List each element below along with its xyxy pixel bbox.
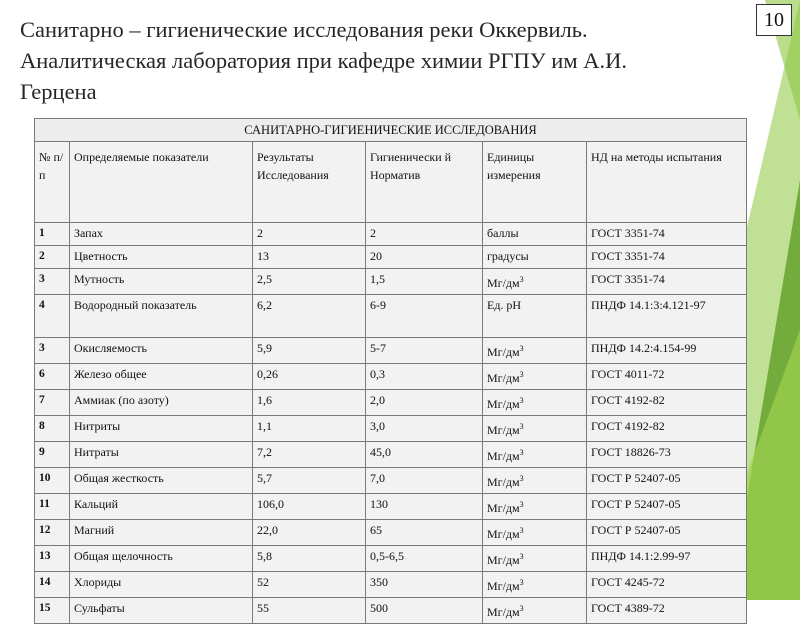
cell-text: Общая жесткость	[74, 471, 164, 485]
table-cell-unit	[483, 572, 587, 598]
table-cell-norm	[366, 520, 483, 546]
cell-text: 45,0	[370, 445, 391, 459]
table-cell-result	[253, 494, 366, 520]
table-cell-result	[253, 442, 366, 468]
table-cell-unit	[483, 295, 587, 338]
table-cell-name	[70, 364, 253, 390]
table-row	[35, 246, 747, 269]
cell-text: Мг/дм	[487, 475, 520, 489]
cell-text: 1,6	[257, 393, 272, 407]
table-cell-method	[587, 572, 747, 598]
table-cell-result	[253, 416, 366, 442]
cell-text: 5,8	[257, 549, 272, 563]
table-cell-norm	[366, 269, 483, 295]
table-cell-num	[35, 390, 70, 416]
table-cell-norm	[366, 390, 483, 416]
table-cell-result	[253, 338, 366, 364]
cell-text: 0,3	[370, 367, 385, 381]
cell-text: 6	[39, 368, 45, 380]
cell-text: Мг/дм	[487, 501, 520, 515]
cell-text: 3,0	[370, 419, 385, 433]
table-cell-method	[587, 416, 747, 442]
cell-text: 15	[39, 602, 51, 614]
table-cell-unit	[483, 338, 587, 364]
table-cell-num	[35, 246, 70, 269]
cell-text: ПНДФ 14.1:3:4.121-97	[591, 298, 706, 312]
table-cell-method	[587, 494, 747, 520]
cell-text: ГОСТ 4389-72	[591, 601, 665, 615]
unit-superscript: 3	[519, 448, 524, 457]
table-cell-method	[587, 223, 747, 246]
table-cell-norm	[366, 246, 483, 269]
table-cell-num	[35, 416, 70, 442]
cell-text: 6,2	[257, 298, 272, 312]
table-cell-name	[70, 520, 253, 546]
cell-text: градусы	[487, 249, 529, 263]
cell-text: 12	[39, 524, 51, 536]
table-cell-norm	[366, 338, 483, 364]
cell-text: 5-7	[370, 341, 386, 355]
table-cell-norm	[366, 546, 483, 572]
cell-text: ГОСТ 4245-72	[591, 575, 665, 589]
table-cell-norm	[366, 572, 483, 598]
table-cell-num	[35, 468, 70, 494]
table-cell-unit	[483, 269, 587, 295]
cell-text: 130	[370, 497, 388, 511]
header-cell: № п/п	[35, 142, 70, 223]
table-cell-name	[70, 468, 253, 494]
table-row	[35, 546, 747, 572]
cell-text: 500	[370, 601, 388, 615]
cell-text: Сульфаты	[74, 601, 125, 615]
slide-title: Санитарно – гигиенические исследования реки Оккервиль. Аналитическая лаборатория при кафедре химии РГПУ им А.И. Герцена	[20, 17, 627, 104]
table-cell-num	[35, 223, 70, 246]
cell-text: 20	[370, 249, 382, 263]
table-row	[35, 223, 747, 246]
header-cell: Результаты Исследования	[253, 142, 366, 223]
table-cell-method	[587, 295, 747, 338]
table-cell-unit	[483, 390, 587, 416]
table-cell-method	[587, 442, 747, 468]
table-cell-method	[587, 390, 747, 416]
cell-text: 2,5	[257, 272, 272, 286]
table-cell-name	[70, 546, 253, 572]
table-cell-num	[35, 572, 70, 598]
cell-text: 9	[39, 446, 45, 458]
unit-superscript: 3	[519, 500, 524, 509]
cell-text: 11	[39, 498, 50, 510]
cell-text: ПНДФ 14.1:2.99-97	[591, 549, 691, 563]
cell-text: Мг/дм	[487, 527, 520, 541]
table-cell-method	[587, 520, 747, 546]
cell-text: 22,0	[257, 523, 278, 537]
cell-text: 1,5	[370, 272, 385, 286]
table-cell-result	[253, 546, 366, 572]
header-cell: Единицы измерения	[483, 142, 587, 223]
cell-text: 4	[39, 299, 45, 311]
table-cell-result	[253, 295, 366, 338]
cell-text: 7,2	[257, 445, 272, 459]
unit-superscript: 3	[519, 604, 524, 613]
table-cell-name	[70, 246, 253, 269]
table-cell-result	[253, 390, 366, 416]
cell-text: 14	[39, 576, 51, 588]
table-cell-num	[35, 546, 70, 572]
table-cell-norm	[366, 494, 483, 520]
cell-text: 13	[257, 249, 269, 263]
table-cell-num	[35, 494, 70, 520]
cell-text: Мг/дм	[487, 276, 520, 290]
cell-text: Мг/дм	[487, 449, 520, 463]
cell-text: Магний	[74, 523, 115, 537]
cell-text: 1	[39, 227, 45, 239]
slide-number: 10	[756, 4, 792, 36]
table-cell-norm	[366, 416, 483, 442]
cell-text: Мг/дм	[487, 371, 520, 385]
table-cell-name	[70, 598, 253, 624]
cell-text: ГОСТ Р 52407-05	[591, 497, 681, 511]
unit-superscript: 3	[519, 552, 524, 561]
cell-text: ГОСТ 18826-73	[591, 445, 671, 459]
cell-text: ГОСТ 3351-74	[591, 226, 665, 240]
cell-text: Мутность	[74, 272, 125, 286]
table-cell-name	[70, 442, 253, 468]
cell-text: 52	[257, 575, 269, 589]
table-cell-method	[587, 468, 747, 494]
table-cell-norm	[366, 223, 483, 246]
table-row	[35, 494, 747, 520]
cell-text: ГОСТ 4011-72	[591, 367, 665, 381]
cell-text: ГОСТ 3351-74	[591, 249, 665, 263]
cell-text: Мг/дм	[487, 553, 520, 567]
table-cell-unit	[483, 468, 587, 494]
table-cell-norm	[366, 295, 483, 338]
table-cell-unit	[483, 223, 587, 246]
table-cell-name	[70, 572, 253, 598]
table-cell-result	[253, 520, 366, 546]
table-cell-num	[35, 269, 70, 295]
table-row	[35, 269, 747, 295]
cell-text: 7	[39, 394, 45, 406]
table-cell-unit	[483, 520, 587, 546]
table-header-row	[35, 142, 747, 223]
sanitary-table	[34, 118, 747, 624]
cell-text: Мг/дм	[487, 397, 520, 411]
cell-text: 2	[39, 250, 45, 262]
cell-text: баллы	[487, 226, 519, 240]
header-cell: Гигиенически й Норматив	[366, 142, 483, 223]
table-cell-num	[35, 598, 70, 624]
table-row	[35, 520, 747, 546]
table-cell-name	[70, 390, 253, 416]
cell-text: Железо общее	[74, 367, 147, 381]
cell-text: 3	[39, 273, 45, 285]
cell-text: Мг/дм	[487, 345, 520, 359]
table-cell-name	[70, 338, 253, 364]
unit-superscript: 3	[519, 370, 524, 379]
cell-text: 2	[257, 226, 263, 240]
table-cell-result	[253, 598, 366, 624]
table-cell-method	[587, 546, 747, 572]
cell-text: 55	[257, 601, 269, 615]
cell-text: 7,0	[370, 471, 385, 485]
table-cell-norm	[366, 442, 483, 468]
cell-text: 0,5-6,5	[370, 549, 404, 563]
unit-superscript: 3	[519, 396, 524, 405]
cell-text: 65	[370, 523, 382, 537]
header-cell: Определяемые показатели	[70, 142, 253, 223]
table-cell-method	[587, 269, 747, 295]
table-cell-name	[70, 295, 253, 338]
table-cell-unit	[483, 494, 587, 520]
unit-superscript: 3	[519, 344, 524, 353]
table-cell-name	[70, 269, 253, 295]
table-cell-norm	[366, 364, 483, 390]
table-row	[35, 442, 747, 468]
cell-text: ГОСТ 3351-74	[591, 272, 665, 286]
cell-text: 6-9	[370, 298, 386, 312]
cell-text: Хлориды	[74, 575, 122, 589]
cell-text: Мг/дм	[487, 423, 520, 437]
unit-superscript: 3	[519, 422, 524, 431]
cell-text: 10	[39, 472, 51, 484]
table-cell-unit	[483, 442, 587, 468]
cell-text: ГОСТ 4192-82	[591, 393, 665, 407]
table-cell-unit	[483, 598, 587, 624]
table-cell-method	[587, 364, 747, 390]
cell-text: Нитраты	[74, 445, 119, 459]
table-cell-result	[253, 468, 366, 494]
table-cell-unit	[483, 364, 587, 390]
table-row	[35, 338, 747, 364]
cell-text: 13	[39, 550, 51, 562]
table-cell-method	[587, 246, 747, 269]
cell-text: Цветность	[74, 249, 128, 263]
table-row	[35, 468, 747, 494]
cell-text: Ед. рН	[487, 298, 522, 312]
table-cell-num	[35, 364, 70, 390]
table-cell-name	[70, 223, 253, 246]
cell-text: 2	[370, 226, 376, 240]
cell-text: 1,1	[257, 419, 272, 433]
table-row	[35, 390, 747, 416]
unit-superscript: 3	[519, 474, 524, 483]
cell-text: 106,0	[257, 497, 284, 511]
table-cell-norm	[366, 598, 483, 624]
table-cell-unit	[483, 246, 587, 269]
cell-text: 3	[39, 342, 45, 354]
table-cell-method	[587, 338, 747, 364]
table-cell-result	[253, 223, 366, 246]
unit-superscript: 3	[519, 578, 524, 587]
unit-superscript: 3	[519, 275, 524, 284]
unit-superscript: 3	[519, 526, 524, 535]
table-cell-name	[70, 416, 253, 442]
table-row	[35, 598, 747, 624]
table-row	[35, 295, 747, 338]
cell-text: Аммиак (по азоту)	[74, 393, 169, 407]
table-cell-norm	[366, 468, 483, 494]
table-cell-num	[35, 520, 70, 546]
table-cell-result	[253, 364, 366, 390]
table-cell-method	[587, 598, 747, 624]
table-caption: САНИТАРНО-ГИГИЕНИЧЕСКИЕ ИССЛЕДОВАНИЯ	[35, 119, 747, 142]
cell-text: Мг/дм	[487, 579, 520, 593]
cell-text: ПНДФ 14.2:4.154-99	[591, 341, 697, 355]
table-cell-name	[70, 494, 253, 520]
table-cell-result	[253, 269, 366, 295]
cell-text: Окисляемость	[74, 341, 148, 355]
header-cell: НД на методы испытания	[587, 142, 747, 223]
table-cell-unit	[483, 416, 587, 442]
cell-text: Нитриты	[74, 419, 121, 433]
cell-text: 5,7	[257, 471, 272, 485]
table-cell-num	[35, 295, 70, 338]
cell-text: Мг/дм	[487, 605, 520, 619]
table-cell-num	[35, 338, 70, 364]
cell-text: Водородный показатель	[74, 298, 197, 312]
table-row	[35, 572, 747, 598]
table-cell-unit	[483, 546, 587, 572]
cell-text: ГОСТ 4192-82	[591, 419, 665, 433]
cell-text: 5,9	[257, 341, 272, 355]
cell-text: ГОСТ Р 52407-05	[591, 523, 681, 537]
table-cell-result	[253, 572, 366, 598]
cell-text: 2,0	[370, 393, 385, 407]
cell-text: Общая щелочность	[74, 549, 173, 563]
table-row	[35, 364, 747, 390]
cell-text: 0,26	[257, 367, 278, 381]
table-cell-result	[253, 246, 366, 269]
cell-text: Запах	[74, 226, 103, 240]
table-row	[35, 416, 747, 442]
cell-text: 350	[370, 575, 388, 589]
table-cell-num	[35, 442, 70, 468]
cell-text: Кальций	[74, 497, 119, 511]
cell-text: 8	[39, 420, 45, 432]
cell-text: ГОСТ Р 52407-05	[591, 471, 681, 485]
